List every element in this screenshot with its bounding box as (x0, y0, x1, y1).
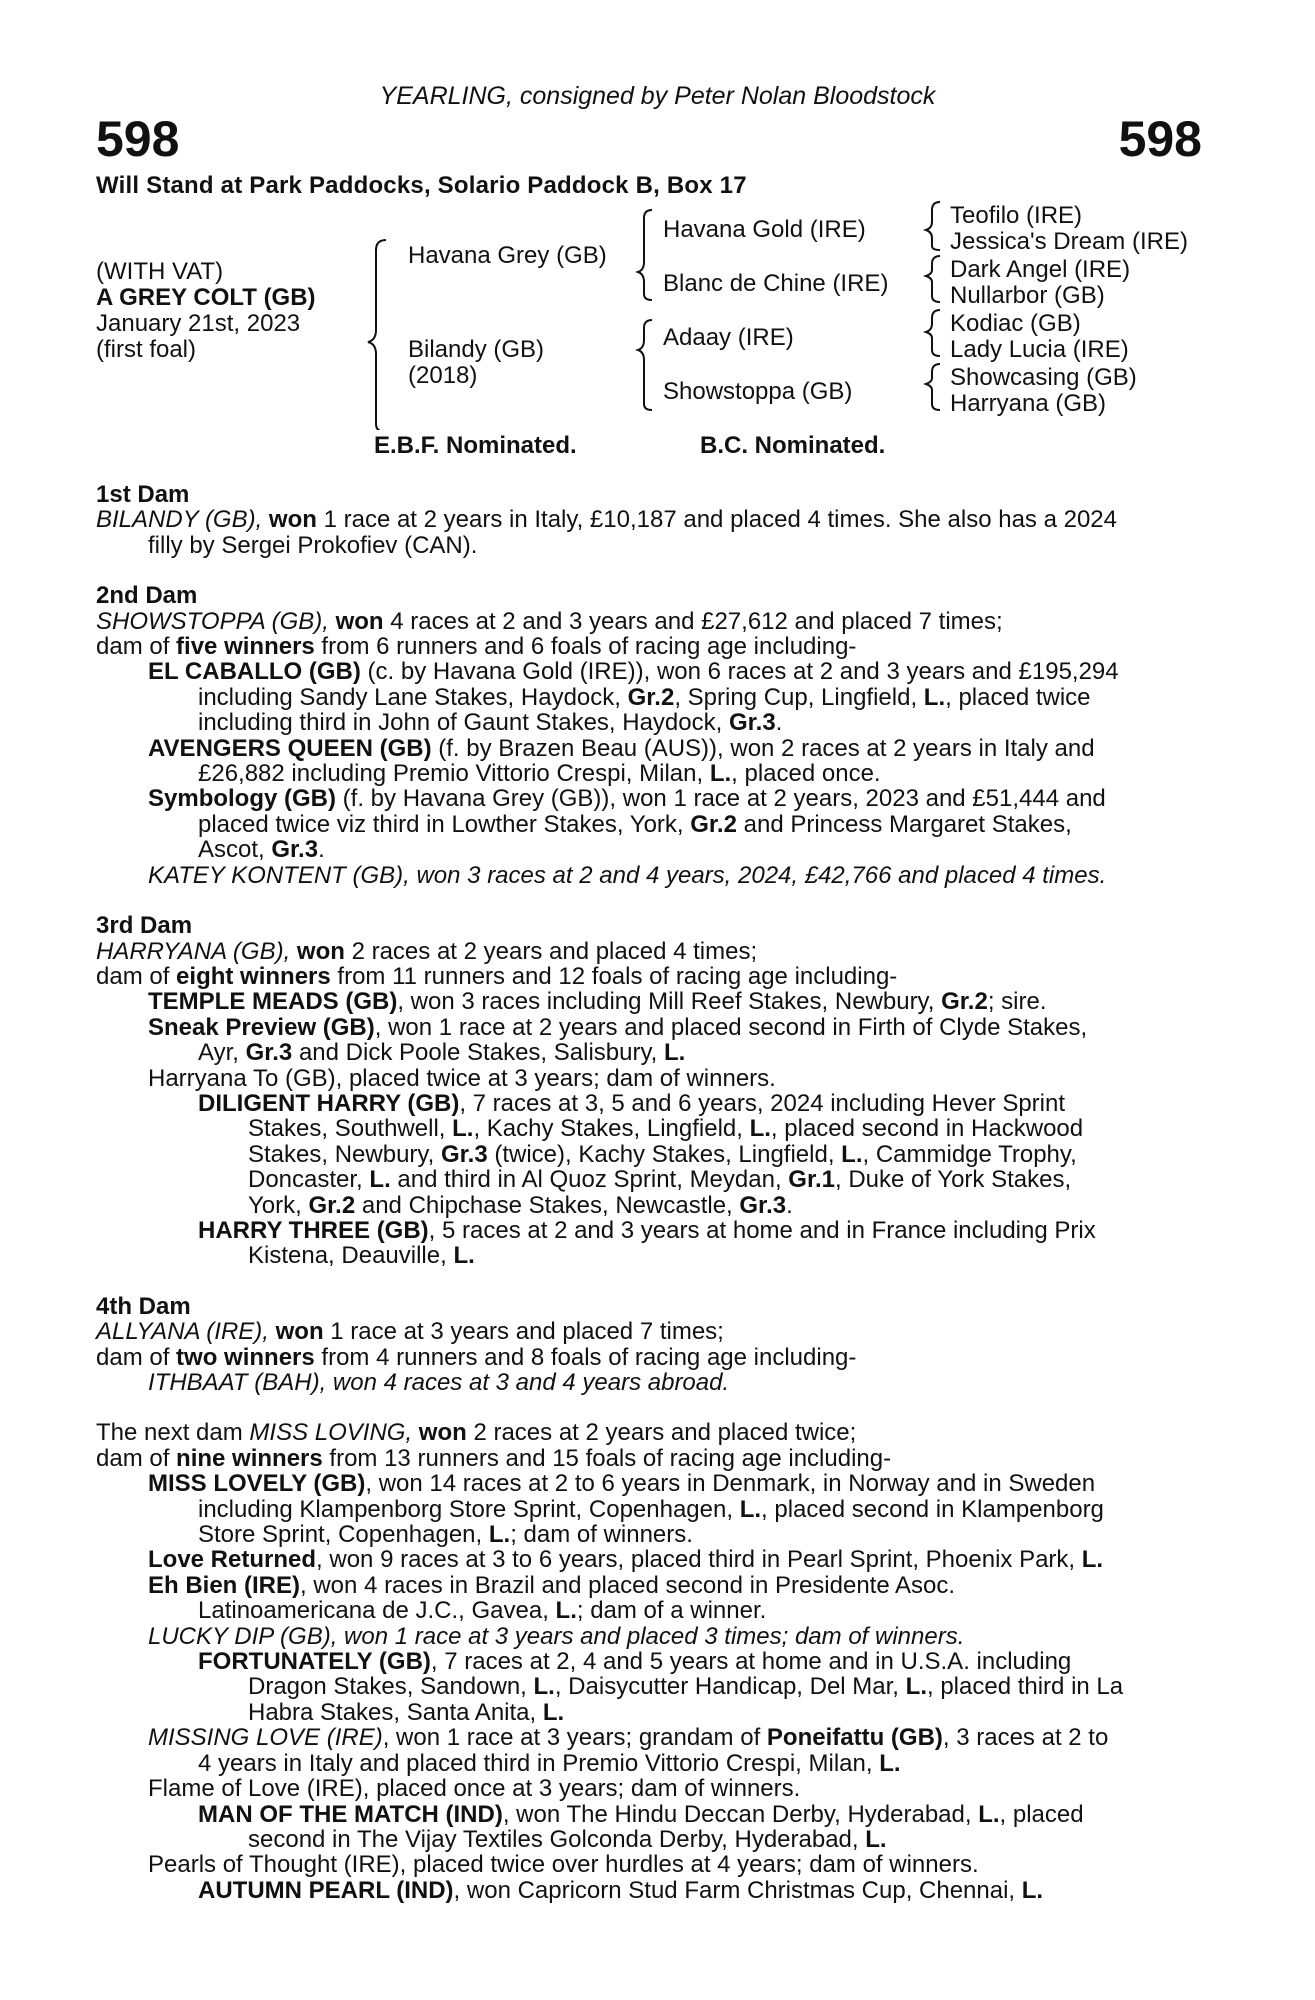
won-text: won (268, 1318, 324, 1346)
grandproduce-cont (96, 1142, 1204, 1167)
text: Doncaster, (248, 1166, 370, 1194)
text: Stakes, Southwell, (248, 1115, 453, 1143)
grade: L. (749, 1115, 771, 1143)
sire-sire: Havana Gold (IRE) (663, 216, 866, 243)
grade: Gr.3 (271, 836, 319, 864)
text: from 6 runners and 6 foals of racing age including- (314, 633, 857, 661)
g3-3: Dark Angel (IRE) (950, 256, 1131, 283)
text: . (318, 836, 325, 864)
produce-entry: ITHBAAT (BAH), won 4 races at 3 and 4 years abroad. (148, 1369, 730, 1396)
dam4-produce-line (96, 1345, 1204, 1370)
text: second in The Vijay Textiles Golconda Derby, Hyderabad, (248, 1825, 866, 1853)
text: placed twice viz third in Lowther Stakes, York, (198, 810, 691, 838)
horse-bold: MAN OF THE MATCH (IND) (198, 1800, 503, 1828)
produce-entry-cont (96, 761, 1204, 786)
won-text: won (290, 937, 345, 965)
vat-note: (WITH VAT) (96, 258, 224, 285)
g3-2: Jessica's Dream (IRE) (950, 228, 1188, 255)
g3-1: Teofilo (IRE) (950, 202, 1083, 229)
produce-entry (96, 1015, 1204, 1040)
dam-name-text: BILANDY (GB), (96, 506, 263, 534)
lot-number-left: 598 (96, 111, 180, 167)
horse-bold: AVENGERS QUEEN (GB) (148, 734, 432, 762)
text: (twice), Kachy Stakes, Lingfield, (487, 1140, 842, 1168)
horse-bold: MISS LOVELY (GB) (148, 1470, 366, 1498)
dam-name: Bilandy (GB) (408, 336, 545, 363)
horse-bold: DILIGENT HARRY (GB) (198, 1089, 460, 1117)
ebf-nominated: E.B.F. Nominated. (374, 432, 577, 459)
grade: Gr.3 (440, 1140, 488, 1168)
horse-bold: FORTUNATELY (GB) (198, 1648, 431, 1676)
text: , won 1 race at 2 years and placed second in Firth of Clyde Stakes, (374, 1013, 1088, 1041)
grandproduce-entry (96, 1878, 1204, 1903)
text: , Duke of York Stakes, (834, 1166, 1072, 1194)
dam-year: (2018) (408, 362, 478, 389)
produce-entry-cont (96, 685, 1204, 710)
dam3-line (96, 939, 1204, 964)
text: from 4 runners and 8 foals of racing age including- (314, 1343, 857, 1371)
dam1-line2: filly by Sergei Prokofiev (CAN). (148, 531, 478, 559)
text: dam of (96, 962, 177, 990)
grade: Gr.2 (308, 1191, 356, 1219)
horse-bold: TEMPLE MEADS (GB) (148, 988, 398, 1016)
bc-nominated: B.C. Nominated. (700, 432, 886, 459)
text: , placed third in La (926, 1673, 1124, 1701)
won-text: won (262, 506, 317, 534)
horse-italic: MISSING LOVE (IRE) (148, 1724, 383, 1752)
g3-5: Kodiac (GB) (950, 310, 1081, 337)
grade: L. (905, 1673, 927, 1701)
text: , 7 races at 2, 4 and 5 years at home and in U.S.A. including (430, 1648, 1072, 1676)
text: , won 3 races including Mill Reef Stakes, Newbury, (397, 988, 942, 1016)
grade: L. (369, 1166, 391, 1194)
text: from 11 runners and 12 foals of racing age including- (330, 962, 898, 990)
text: , won 14 races at 2 to 6 years in Denmark, in Norway and in Sweden (365, 1470, 1096, 1498)
text: from 13 runners and 15 foals of racing age including- (322, 1444, 892, 1472)
produce-entry (96, 1573, 1204, 1598)
grade: L. (1081, 1546, 1104, 1574)
text: and third in Al Quoz Sprint, Meydan, (390, 1166, 789, 1194)
produce-entry-cont (96, 1497, 1204, 1522)
text: , 3 races at 2 to (942, 1724, 1109, 1752)
dam-name-text: SHOWSTOPPA (GB), (96, 607, 329, 635)
horse-bold: HARRY THREE (GB) (198, 1216, 429, 1244)
record-text: 2 races at 2 years and placed twice; (466, 1419, 857, 1447)
produce-entry (96, 1547, 1204, 1572)
dam-sire: Adaay (IRE) (663, 324, 794, 351)
grandproduce-entry (96, 1649, 1204, 1674)
grade: Gr.3 (728, 709, 776, 737)
text: (c. by Havana Gold (IRE)), won 6 races at 2 and 3 years and £195,294 (360, 658, 1119, 686)
grandproduce-entry (96, 1218, 1204, 1243)
grade: L. (533, 1673, 555, 1701)
horse-bold: Symbology (GB) (148, 785, 337, 813)
dam-name-text: MISS LOVING, (249, 1419, 413, 1447)
text: , placed twice (945, 683, 1091, 711)
winners-count: eight winners (176, 962, 331, 990)
produce-entry-cont (96, 837, 1204, 862)
text: , won 9 races at 3 to 6 years, placed third in Pearl Sprint, Phoenix Park, (316, 1546, 1082, 1574)
text: Stakes, Newbury, (248, 1140, 441, 1168)
text: including Sandy Lane Stakes, Haydock, (198, 683, 628, 711)
g3-4: Nullarbor (GB) (950, 282, 1105, 309)
grade: L. (841, 1140, 863, 1168)
grade: Gr.2 (941, 988, 988, 1016)
grade: L. (555, 1597, 577, 1625)
text: Habra Stakes, Santa Anita, (248, 1698, 543, 1726)
grandproduce-cont (96, 1116, 1204, 1141)
text: (f. by Havana Grey (GB)), won 1 race at 2 years, 2023 and £51,444 and (336, 785, 1106, 813)
dam2-produce-line (96, 634, 1204, 659)
grandproduce-entry (96, 1091, 1204, 1116)
dam2-line (96, 609, 1204, 634)
text: , placed once. (731, 760, 881, 788)
catalogue-subtitle: YEARLING, consigned by Peter Nolan Bloodstock (379, 82, 936, 110)
text: , placed second in Hackwood (770, 1115, 1084, 1143)
produce-entry-cont (96, 812, 1204, 837)
grade: L. (453, 1242, 475, 1270)
text: Ascot, (198, 836, 272, 864)
dam-name-text: ALLYANA (IRE), (96, 1318, 269, 1346)
text: Dragon Stakes, Sandown, (248, 1673, 534, 1701)
text: 4 years in Italy and placed third in Premio Vittorio Crespi, Milan, (198, 1749, 880, 1777)
grade: L. (739, 1495, 762, 1523)
dam-dam: Showstoppa (GB) (663, 378, 853, 405)
catalogue-body (96, 482, 1204, 1903)
text: dam of (96, 1343, 177, 1371)
produce-entry (96, 659, 1204, 684)
horse-bold: AUTUMN PEARL (IND) (198, 1876, 454, 1904)
sire-dam: Blanc de Chine (IRE) (663, 270, 889, 297)
horse-bold: Sneak Preview (GB) (148, 1013, 375, 1041)
grandproduce-entry (96, 1802, 1204, 1827)
g3-7: Showcasing (GB) (950, 364, 1137, 391)
grade: L. (1021, 1876, 1044, 1904)
dam3-heading: 3rd Dam (96, 912, 193, 940)
record-text: 1 race at 2 years in Italy, £10,187 and placed 4 times. She also has a 2024 (316, 506, 1117, 534)
dam1-heading: 1st Dam (96, 481, 190, 508)
grade: L. (879, 1749, 901, 1777)
dam1-line (96, 507, 1204, 532)
text: including third in John of Gaunt Stakes, Haydock, (198, 709, 729, 737)
text: , won The Hindu Deccan Derby, Hyderabad, (502, 1800, 979, 1828)
dam4-heading: 4th Dam (96, 1292, 191, 1320)
text: . (775, 709, 783, 737)
g3-6: Lady Lucia (IRE) (950, 336, 1129, 363)
grandproduce-cont (96, 1700, 1204, 1725)
text: (f. by Brazen Beau (AUS)), won 2 races at 2 years in Italy and (431, 734, 1095, 762)
dam5-produce-line (96, 1446, 1204, 1471)
produce-entry: LUCKY DIP (GB), won 1 race at 3 years and placed 3 times; dam of winners. (148, 1622, 965, 1650)
record-text: 4 races at 2 and 3 years and £27,612 and placed 7 times; (383, 607, 1003, 635)
dam5-line (96, 1420, 1204, 1445)
dam2-heading: 2nd Dam (96, 582, 198, 610)
winners-count: two winners (176, 1343, 315, 1371)
foaling-date: January 21st, 2023 (96, 310, 301, 337)
text: , placed (999, 1800, 1084, 1828)
horse-bold: Love Returned (148, 1546, 317, 1574)
produce-entry: Flame of Love (IRE), placed once at 3 years; dam of winners. (148, 1775, 801, 1803)
produce-entry (96, 1725, 1204, 1750)
text: . (786, 1191, 793, 1219)
grade: L. (664, 1039, 686, 1067)
grandproduce-cont (96, 1193, 1204, 1218)
text: and Dick Poole Stakes, Salisbury, (292, 1039, 665, 1067)
text: York, (248, 1191, 309, 1219)
produce-entry: Harryana To (GB), placed twice at 3 years; dam of winners. (148, 1064, 776, 1092)
text: The next dam (96, 1419, 250, 1447)
produce-entry (96, 989, 1204, 1014)
won-text: won (328, 607, 384, 635)
text: , Kachy Stakes, Lingfield, (473, 1115, 750, 1143)
text: , 5 races at 2 and 3 years at home and in France including Prix (428, 1216, 1096, 1244)
text: Kistena, Deauville, (248, 1242, 454, 1270)
g3-8: Harryana (GB) (950, 390, 1107, 417)
produce-entry (96, 736, 1204, 761)
grade: Gr.3 (245, 1039, 293, 1067)
won-text: won (412, 1419, 467, 1447)
grade: Gr.2 (627, 683, 675, 711)
grade: L. (452, 1115, 474, 1143)
lot-number-right: 598 (1118, 111, 1202, 167)
produce-entry-cont (96, 1598, 1204, 1623)
grade: L. (542, 1698, 565, 1726)
text: ; sire. (987, 988, 1047, 1016)
record-text: 1 race at 3 years and placed 7 times; (323, 1318, 724, 1346)
winners-count: nine winners (176, 1444, 323, 1472)
grade: Gr.1 (788, 1166, 835, 1194)
dam3-produce-line (96, 964, 1204, 989)
grandproduce-cont (96, 1827, 1204, 1852)
dam-name-text: HARRYANA (GB), (96, 937, 291, 965)
horse-bold: Poneifattu (GB) (766, 1724, 943, 1752)
text: and Princess Margaret Stakes, (736, 810, 1072, 838)
text: and Chipchase Stakes, Newcastle, (355, 1191, 740, 1219)
produce-entry (96, 1471, 1204, 1496)
produce-entry-cont (96, 1522, 1204, 1547)
text: dam of (96, 633, 177, 661)
winners-count: five winners (176, 633, 315, 661)
text: , won Capricorn Stud Farm Christmas Cup, Chennai, (453, 1876, 1022, 1904)
record-text: 2 races at 2 years and placed 4 times; (344, 937, 758, 965)
grade: L. (865, 1825, 887, 1853)
text: Store Sprint, Copenhagen, (198, 1521, 489, 1549)
foal-note: (first foal) (96, 336, 197, 363)
horse-name: A GREY COLT (GB) (96, 284, 316, 311)
horse-bold: EL CABALLO (GB) (148, 658, 361, 686)
grade: L. (709, 760, 732, 788)
stand-location: Will Stand at Park Paddocks, Solario Paddock B, Box 17 (96, 172, 747, 199)
text: ; dam of a winner. (576, 1597, 767, 1625)
produce-entry-cont (96, 1751, 1204, 1776)
text: dam of (96, 1444, 177, 1472)
produce-entry-cont (96, 710, 1204, 735)
grandproduce-cont (96, 1167, 1204, 1192)
grandproduce-cont (96, 1674, 1204, 1699)
grade: Gr.3 (739, 1191, 787, 1219)
produce-entry: KATEY KONTENT (GB), won 3 races at 2 and 4 years, 2024, £42,766 and placed 4 times. (148, 861, 1107, 889)
text: , won 4 races in Brazil and placed second in Presidente Asoc. (300, 1571, 956, 1599)
dam4-line (96, 1319, 1204, 1344)
text: , Spring Cup, Lingfield, (674, 683, 924, 711)
horse-bold: Eh Bien (IRE) (148, 1571, 301, 1599)
produce-entry (96, 786, 1204, 811)
produce-entry: Pearls of Thought (IRE), placed twice over hurdles at 4 years; dam of winners. (148, 1851, 979, 1879)
grade: Gr.2 (690, 810, 737, 838)
produce-entry-cont (96, 1040, 1204, 1065)
text: , 7 races at 3, 5 and 6 years, 2024 including Hever Sprint (459, 1089, 1066, 1117)
grandproduce-cont (96, 1243, 1204, 1268)
text: , won 1 race at 3 years; grandam of (382, 1724, 767, 1752)
text: £26,882 including Premio Vittorio Crespi, Milan, (198, 760, 710, 788)
grade: L. (923, 683, 946, 711)
grade: L. (488, 1521, 511, 1549)
sire-name: Havana Grey (GB) (408, 242, 607, 269)
text: ; dam of winners. (510, 1521, 693, 1549)
text: including Klampenborg Store Sprint, Copenhagen, (198, 1495, 740, 1523)
grade: L. (978, 1800, 1000, 1828)
text: Latinoamericana de J.C., Gavea, (198, 1597, 556, 1625)
text: Ayr, (198, 1039, 246, 1067)
text: , Daisycutter Handicap, Del Mar, (554, 1673, 906, 1701)
text: , Cammidge Trophy, (862, 1140, 1077, 1168)
text: , placed second in Klampenborg (761, 1495, 1104, 1523)
